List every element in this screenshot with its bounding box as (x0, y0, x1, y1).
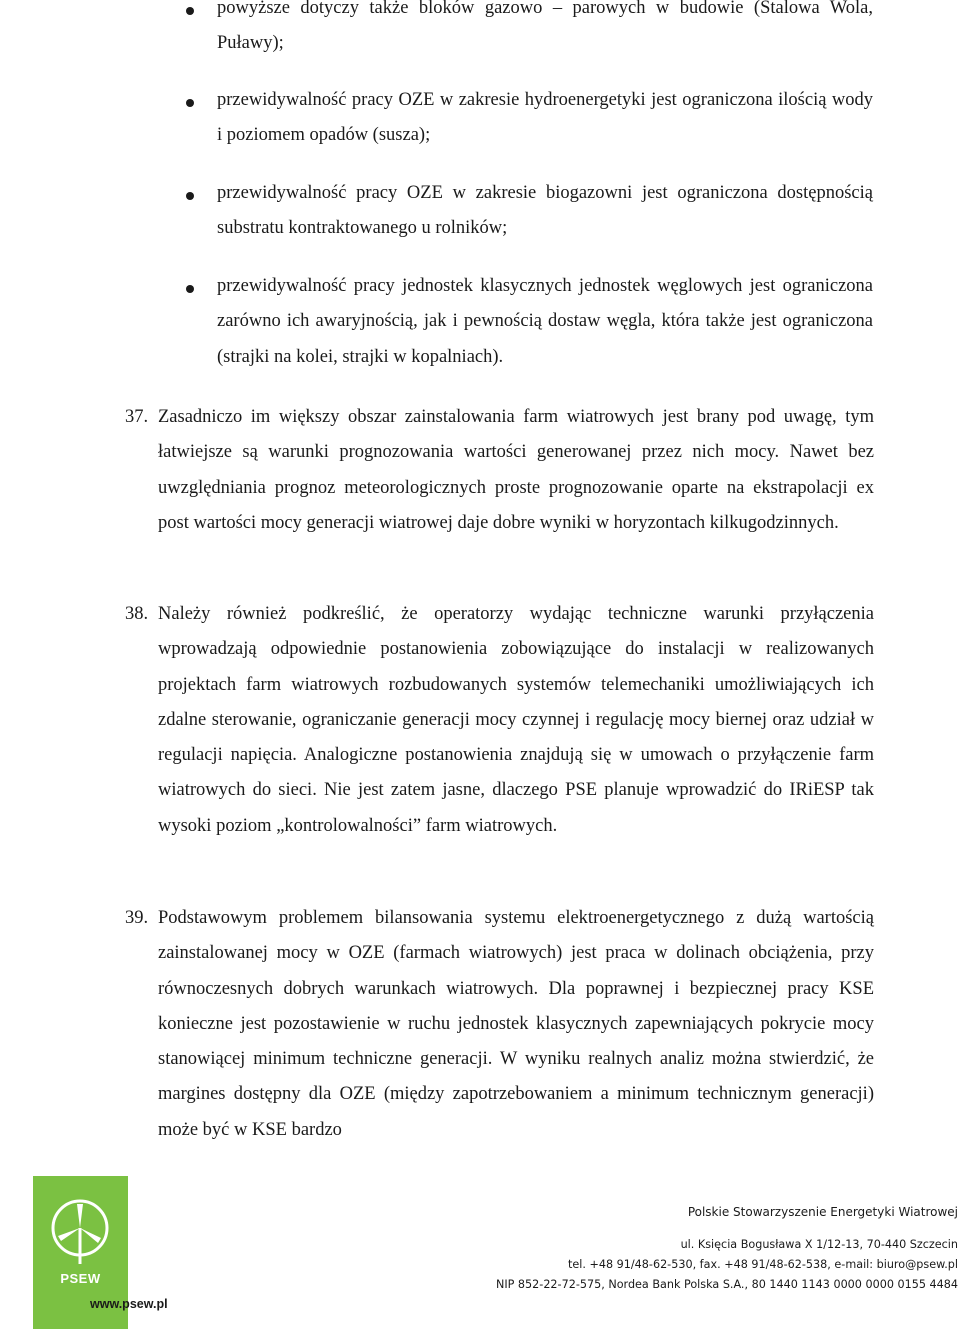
bullet-icon (186, 285, 194, 293)
bullet-icon (186, 192, 194, 200)
paragraph-number: 37. (125, 407, 149, 427)
contact-line: tel. +48 91/48-62-530, fax. +48 91/48-62-538, e-mail: biuro@psew.pl (568, 1258, 958, 1271)
bullet-text: powyższe dotyczy także bloków gazowo – parowych w budowie (Stalowa Wola, Puławy); (217, 0, 873, 54)
page-footer (0, 1176, 960, 1329)
bullet-text: przewidywalność pracy OZE w zakresie hydroenergetyki jest ograniczona ilością wody i poziomem opadów (susza); (217, 90, 873, 146)
paragraph-number: 39. (125, 908, 149, 928)
paragraph-text: Podstawowym problemem bilansowania systemu elektroenergetycznego z dużą wartością zainstalowanej mocy w OZE (farmach wiatrowych) jest praca w dolinach obciążenia, przy równoczesnych dobrych warunkach wiatrowych. Dla poprawnej i bezpiecznej pracy KSE konieczne jest pozostawienie w ruchu jednostek klasycznych zapewniających pokrycie mocy stanowiącej minimum techniczne generacji. W wyniku realnych analiz można stwierdzić, że margines dostępny dla OZE (między zapotrzebowaniem a minimum technicznym generacji) może być w KSE bardzo (158, 908, 874, 1140)
bank-line: NIP 852-22-72-575, Nordea Bank Polska S.A., 80 1440 1143 0000 0000 0155 4484 (495, 1278, 958, 1291)
paragraph-text: Zasadniczo im większy obszar zainstalowania farm wiatrowych jest brany pod uwagę, tym łatwiejsze są warunki prognozowania wartości generowanej przez nich mocy. Nawet bez uwzględniania prognoz meteorologicznych proste prognozowanie oparte na ekstrapolacji ex post wartości mocy generacji wiatrowej daje dobre wyniki w horyzontach kilkugodzinnych. (158, 407, 874, 533)
bullet-icon (186, 99, 194, 107)
bullet-text: przewidywalność pracy OZE w zakresie biogazowni jest ograniczona dostępnością substratu kontraktowanego u rolników; (217, 183, 873, 239)
bullet-text: przewidywalność pracy jednostek klasycznych jednostek węglowych jest ograniczona zarówno ich awaryjnością, jak i pewnością dostaw węgla, która także jest ograniczona (strajki na kolei, strajki w kopalniach). (217, 276, 873, 367)
psew-logo (33, 1176, 168, 1329)
address-line: ul. Księcia Bogusława X 1/12-13, 70-440 Szczecin (680, 1238, 958, 1251)
logo-text: PSEW (60, 1271, 101, 1286)
website-link[interactable]: www.psew.pl (90, 1297, 168, 1311)
wind-turbine-icon (47, 1194, 113, 1268)
bullet-icon (186, 7, 194, 15)
organization-name: Polskie Stowarzyszenie Energetyki Wiatrowej (687, 1205, 958, 1219)
paragraph-text: Należy również podkreślić, że operatorzy wydając techniczne warunki przyłączenia wprowadzają odpowiednie postanowienia zobowiązujące do instalacji w realizowanych projektach farm wiatrowych rozbudowanych systemów telemechaniki umożliwiających ich zdalne sterowanie, ograniczanie generacji mocy czynnej i regulację mocy biernej oraz udział w regulacji napięcia. Analogiczne postanowienia znajdują się w umowach o przyłączenie farm wiatrowych do sieci. Nie jest zatem jasne, dlaczego PSE planuje wprowadzić do IRiESP tak wysoki poziom „kontrolowalności” farm wiatrowych. (158, 604, 874, 836)
paragraph-number: 38. (125, 604, 149, 624)
